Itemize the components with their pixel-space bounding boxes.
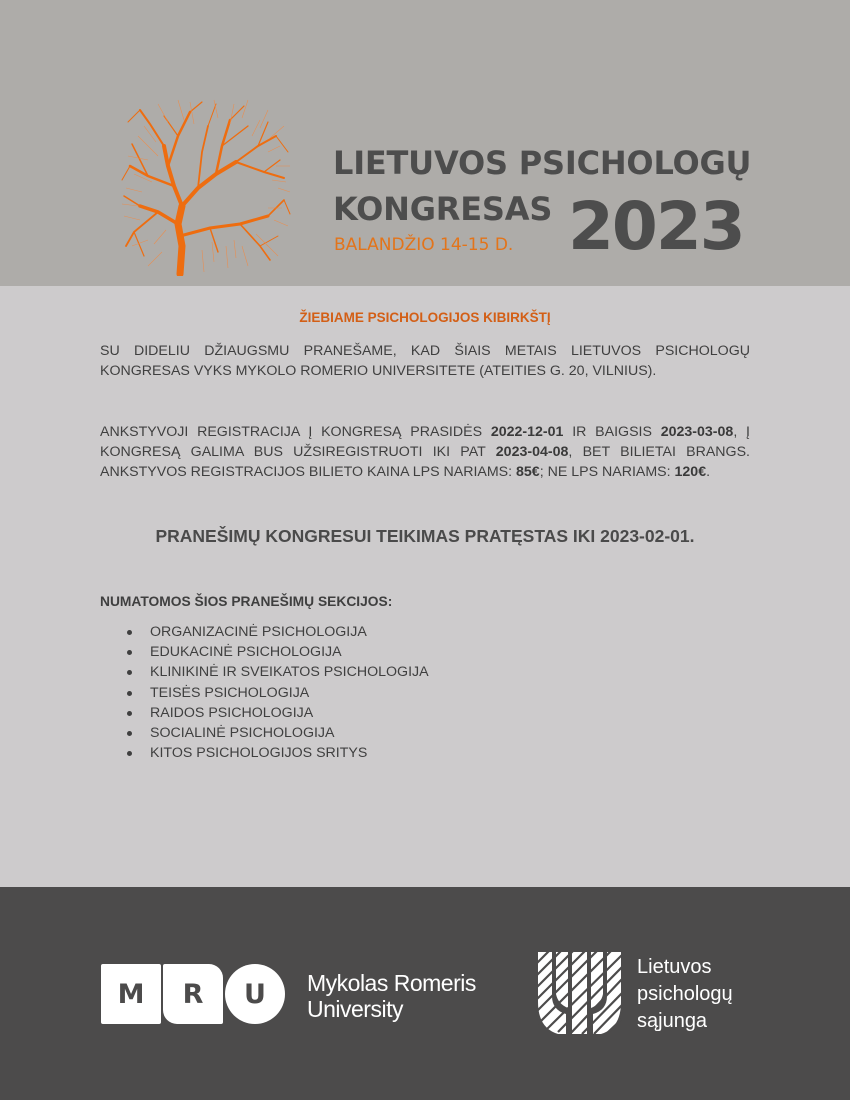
mru-letter-u: U: [225, 964, 285, 1024]
congress-year: 2023: [568, 188, 744, 265]
lps-organization-name: [637, 954, 733, 1035]
list-item: RAIDOS PSICHOLOGIJA: [120, 703, 429, 723]
mru-letter-m: M: [101, 964, 161, 1024]
list-item: SOCIALINĖ PSICHOLOGIJA: [120, 723, 429, 743]
list-item: ORGANIZACINĖ PSICHOLOGIJA: [120, 622, 429, 642]
registration-text: ANKSTYVOJI REGISTRACIJA Į KONGRESĄ PRASIDĖS: [100, 424, 491, 440]
orange-tree-icon: [118, 96, 294, 276]
list-item: KLINIKINĖ IR SVEIKATOS PSICHOLOGIJA: [120, 662, 429, 682]
list-item: EDUKACINĖ PSICHOLOGIJA: [120, 642, 429, 662]
congress-title-line2: KONGRESAS: [333, 190, 553, 228]
congress-title-line1: LIETUVOS PSICHOLOGŲ: [333, 144, 752, 182]
registration-paragraph: [100, 422, 750, 482]
registration-text: IR BAIGSIS: [563, 424, 661, 440]
sections-heading: NUMATOMOS ŠIOS PRANEŠIMŲ SEKCIJOS:: [100, 594, 393, 609]
lps-name-line2: psichologų: [637, 983, 733, 1005]
registration-text: , Į KONGRESĄ GALIMA BUS UŽSIREGISTRUOTI IKI PAT: [100, 424, 750, 460]
intro-paragraph: SU DIDELIU DŽIAUGSMU PRANEŠAME, KAD ŠIAIS METAIS LIETUVOS PSICHOLOGŲ KONGRESAS VYKS MYKOLO ROMERIO UNIVERSITETE (ATEITIES G. 20, VILNIUS).: [100, 343, 750, 379]
mru-letter-r: R: [163, 964, 223, 1024]
lps-psi-logo-icon: [536, 950, 623, 1035]
lps-name-line1: Lietuvos: [637, 956, 712, 978]
final-registration-date: 2023-04-08: [495, 444, 569, 460]
submission-deadline: PRANEŠIMŲ KONGRESUI TEIKIMAS PRATĘSTAS IKI 2023-02-01.: [155, 526, 695, 546]
sections-list: [120, 622, 429, 763]
price-members: 85€: [516, 464, 540, 480]
list-item: KITOS PSICHOLOGIJOS SRITYS: [120, 743, 429, 763]
congress-dates: BALANDŽIO 14-15 D.: [334, 235, 514, 255]
tagline: ŽIEBIAME PSICHOLOGIJOS KIBIRKŠTĮ: [299, 310, 551, 325]
mru-university-name: [307, 970, 476, 1022]
mru-name-line2: University: [307, 996, 403, 1022]
registration-text: , BET BILIETAI BRANGS. ANKSTYVOS REGISTRACIJOS BILIETO KAINA LPS NARIAMS:: [100, 444, 750, 480]
registration-text: .: [706, 464, 711, 480]
list-item: TEISĖS PSICHOLOGIJA: [120, 683, 429, 703]
registration-text: ; NE LPS NARIAMS:: [539, 464, 675, 480]
early-registration-end: 2023-03-08: [660, 424, 734, 440]
early-registration-start: 2022-12-01: [490, 424, 564, 440]
lps-name-line3: sąjunga: [637, 1010, 708, 1032]
mru-name-line1: Mykolas Romeris: [307, 970, 476, 996]
header-banner: [0, 0, 850, 286]
price-nonmembers: 120€: [674, 464, 707, 480]
